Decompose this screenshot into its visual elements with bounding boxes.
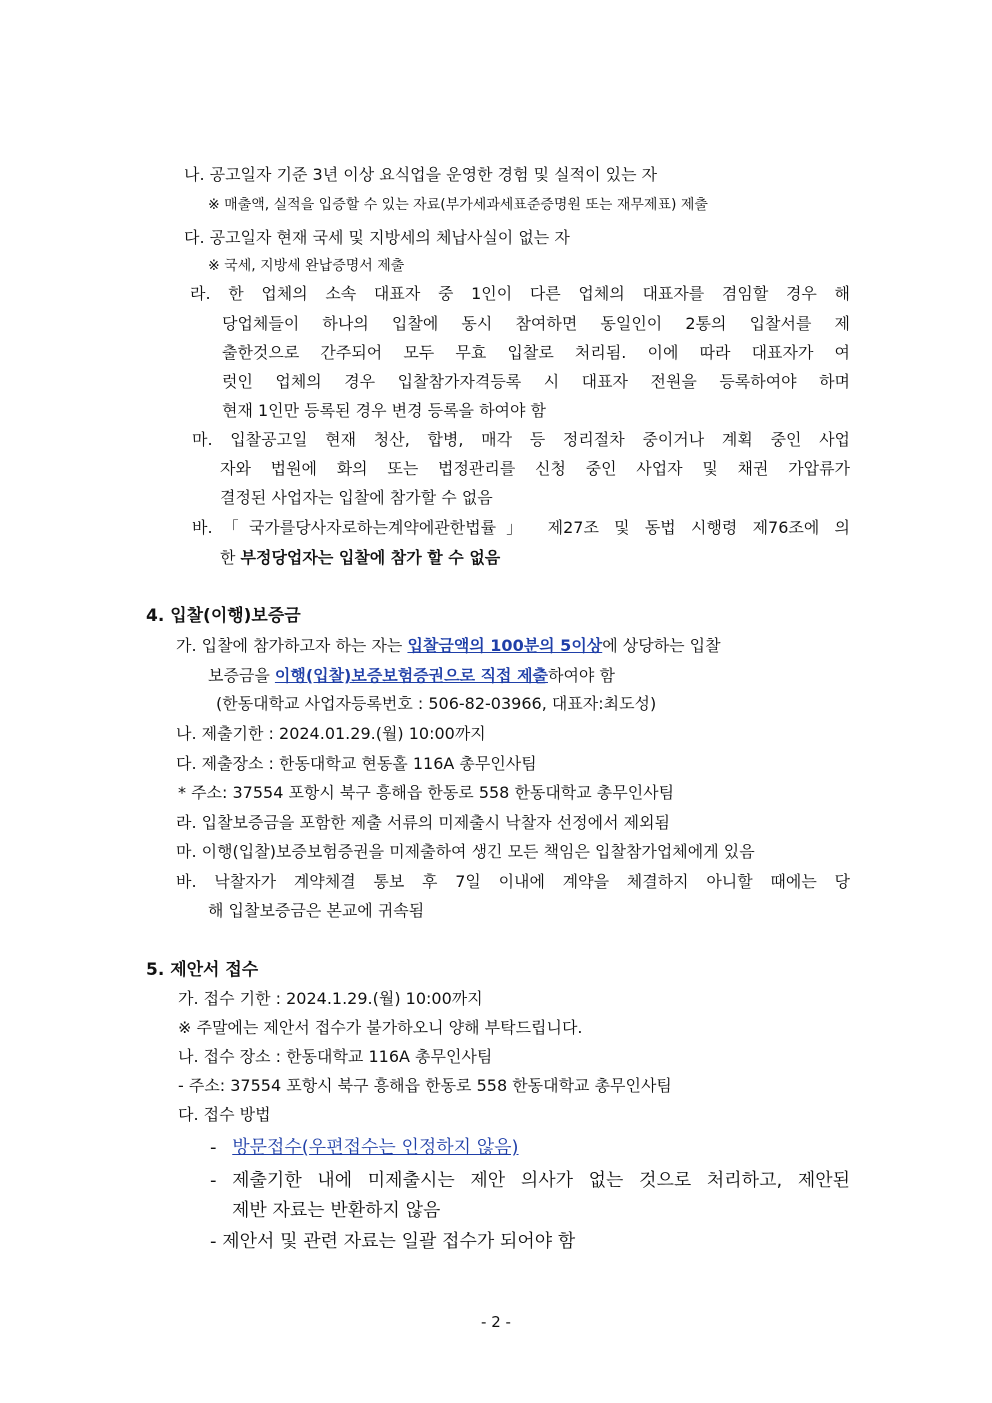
s4-ga2-text-a: 보증금을	[208, 666, 275, 685]
s4-ga-line-1	[176, 634, 850, 658]
s4-ga-text-c: 에 상당하는 입찰	[602, 636, 721, 655]
s5-ga-deadline: 가. 접수 기한 : 2024.1.29.(월) 10:00까지	[178, 989, 483, 1008]
item-ba-line-1: 바.「국가를당사자로하는계약에관한법률」 제27조 및 동법 시행령 제76조에 의	[192, 518, 850, 537]
item-ba-line-2	[220, 546, 500, 570]
s4-ma-responsibility: 마. 이행(입찰)보증보험증권을 미제출하여 생긴 모든 책임은 입찰참가업체에게 있음	[176, 842, 755, 861]
s4-na-deadline: 나. 제출기한 : 2024.01.29.(월) 10:00까지	[176, 724, 486, 743]
s4-ga2-highlight-bond: 이행(입찰)보증보험증권으로 직접 제출	[274, 666, 548, 685]
s5-address: - 주소: 37554 포항시 북구 흥해읍 한동로 558 한동대학교 총무인사팀	[178, 1076, 672, 1095]
item-ra-line-2: 당업체들이 하나의 입찰에 동시 참여하면 동일인이 2통의 입찰서를 제	[222, 314, 850, 333]
s4-ga-line-2	[208, 664, 615, 688]
item-da-tax: 다. 공고일자 현재 국세 및 지방세의 체납사실이 없는 자	[184, 228, 570, 247]
item-ba-prefix: 한	[220, 548, 241, 567]
s4-ga-text-a: 가. 입찰에 참가하고자 하는 자는	[176, 636, 408, 655]
s5-method-2-line-1: - 제출기한 내에 미제출시는 제안 의사가 없는 것으로 처리하고, 제안된	[210, 1170, 850, 1191]
s5-weekend-note: ※ 주말에는 제안서 접수가 불가하오니 양해 부탁드립니다.	[178, 1018, 583, 1037]
item-ra-line-1: 라. 한 업체의 소속 대표자 중 1인이 다른 업체의 대표자를 겸임할 경우 해	[190, 284, 850, 303]
s5-visit-only-text: 방문접수(우편접수는 인정하지 않음)	[232, 1137, 519, 1158]
s4-ba-line-1: 바. 낙찰자가 계약체결 통보 후 7일 이내에 계약을 체결하지 아니할 때에는 당	[176, 872, 850, 891]
s5-method-3: - 제안서 및 관련 자료는 일괄 접수가 되어야 함	[210, 1231, 576, 1252]
s4-ra-exclusion: 라. 입찰보증금을 포함한 제출 서류의 미제출시 낙찰자 선정에서 제외됨	[176, 813, 670, 832]
s5-na-location: 나. 접수 장소 : 한동대학교 116A 총무인사팀	[178, 1047, 493, 1066]
s4-da-location: 다. 제출장소 : 한동대학교 현동홀 116A 총무인사팀	[176, 754, 537, 773]
s4-ba-line-2: 해 입찰보증금은 본교에 귀속됨	[208, 901, 425, 920]
section-4-heading: 4. 입찰(이행)보증금	[146, 606, 301, 626]
unfair-bidder-text: 부정당업자는 입찰에 참가 할 수 없음	[240, 548, 501, 567]
s5-method-visit	[210, 1136, 519, 1160]
s5-da-method: 다. 접수 방법	[178, 1105, 271, 1124]
item-ma-line-1: 마. 입찰공고일 현재 청산, 합병, 매각 등 정리절차 중이거나 계획 중인 사업	[192, 430, 850, 449]
s5-method-visit-dash: -	[210, 1137, 217, 1158]
s4-address: * 주소: 37554 포항시 북구 흥해읍 한동로 558 한동대학교 총무인사팀	[178, 783, 675, 802]
item-ra-line-5: 현재 1인만 등록된 경우 변경 등록을 하여야 함	[222, 401, 546, 420]
section-5-heading: 5. 제안서 접수	[146, 960, 259, 980]
s4-ga2-text-c: 하여야 함	[547, 666, 615, 685]
item-ra-line-4: 럿인 업체의 경우 입찰참가자격등록 시 대표자 전원을 등록하여야 하며	[222, 372, 850, 391]
s4-ga-highlight-amount: 입찰금액의 100분의 5이상	[407, 636, 603, 655]
item-ra-line-3: 출한것으로 간주되어 모두 무효 입찰로 처리됨. 이에 따라 대표자가 여	[222, 343, 850, 362]
item-ma-line-2: 자와 법원에 화의 또는 법정관리를 신청 중인 사업자 및 채권 가압류가	[220, 459, 850, 478]
page-number: - 2 -	[481, 1313, 511, 1331]
item-na-experience: 나. 공고일자 기준 3년 이상 요식업을 운영한 경험 및 실적이 있는 자	[184, 165, 658, 184]
s5-method-2-line-2: 제반 자료는 반환하지 않음	[232, 1200, 441, 1221]
item-ma-line-3: 결정된 사업자는 입찰에 참가할 수 없음	[220, 488, 493, 507]
s4-business-number: (한동대학교 사업자등록번호 : 506-82-03966, 대표자:최도성)	[216, 694, 657, 713]
note-sales-proof: ※ 매출액, 실적을 입증할 수 있는 자료(부가세과세표준증명원 또는 재무제표) 제출	[208, 197, 708, 213]
note-tax-certificate: ※ 국세, 지방세 완납증명서 제출	[208, 258, 405, 274]
